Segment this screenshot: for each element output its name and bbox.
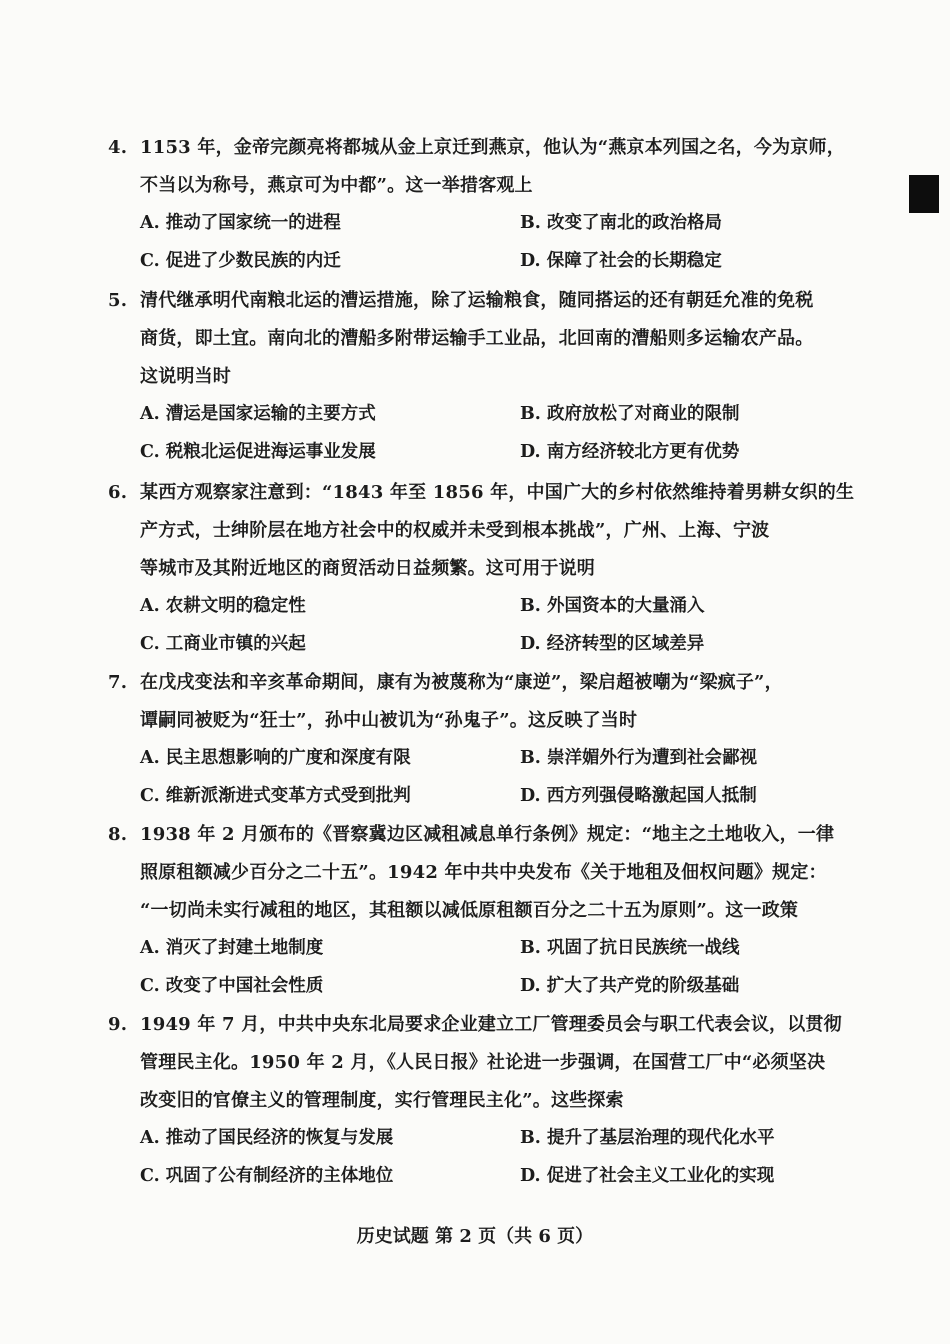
option-d: D. 保障了社会的长期稳定 bbox=[520, 251, 722, 271]
option-b: B. 崇洋媚外行为遭到社会鄙视 bbox=[520, 748, 757, 768]
question-number: 5. bbox=[108, 290, 128, 311]
question-stem-line: 照原租额减少百分之二十五”。1942 年中共中央发布《关于地租及佃权问题》规定： bbox=[140, 862, 827, 883]
question-stem-line: 等城市及其附近地区的商贸活动日益频繁。这可用于说明 bbox=[140, 558, 595, 579]
question-number: 7. bbox=[108, 672, 128, 693]
question-number: 4. bbox=[108, 137, 128, 158]
option-c: C. 巩固了公有制经济的主体地位 bbox=[140, 1166, 394, 1186]
question-stem-line: 管理民主化。1950 年 2 月，《人民日报》社论进一步强调，在国营工厂中“必须坚决 bbox=[140, 1052, 826, 1073]
option-b: B. 改变了南北的政治格局 bbox=[520, 213, 722, 233]
question-stem-line: 清代继承明代南粮北运的漕运措施，除了运输粮食，随同搭运的还有朝廷允准的免税 bbox=[140, 290, 814, 311]
page-edge-marker bbox=[909, 175, 939, 213]
question-stem-line: 商货，即土宜。南向北的漕船多附带运输手工业品，北回南的漕船则多运输农产品。 bbox=[140, 328, 814, 349]
option-d: D. 促进了社会主义工业化的实现 bbox=[520, 1166, 775, 1186]
question-stem-line: 某西方观察家注意到：“1843 年至 1856 年，中国广大的乡村依然维持着男耕女织的生 bbox=[140, 482, 855, 503]
option-a: A. 推动了国家统一的进程 bbox=[140, 213, 341, 233]
option-c: C. 税粮北运促进海运事业发展 bbox=[140, 442, 376, 462]
question-stem-line: 1153 年，金帝完颜亮将都城从金上京迁到燕京，他认为“燕京本列国之名，今为京师， bbox=[140, 137, 845, 158]
option-c: C. 改变了中国社会性质 bbox=[140, 976, 324, 996]
option-b: B. 巩固了抗日民族统一战线 bbox=[520, 938, 740, 958]
page-footer: 历史试题 第 2 页（共 6 页） bbox=[356, 1226, 594, 1247]
question-number: 6. bbox=[108, 482, 128, 503]
option-d: D. 扩大了共产党的阶级基础 bbox=[520, 976, 740, 996]
option-d: D. 南方经济较北方更有优势 bbox=[520, 442, 740, 462]
option-b: B. 提升了基层治理的现代化水平 bbox=[520, 1128, 775, 1148]
option-a: A. 民主思想影响的广度和深度有限 bbox=[140, 748, 411, 768]
option-d: D. 西方列强侵略激起国人抵制 bbox=[520, 786, 757, 806]
question-stem-line: 这说明当时 bbox=[140, 366, 231, 387]
option-a: A. 漕运是国家运输的主要方式 bbox=[140, 404, 376, 424]
question-stem-line: 改变旧的官僚主义的管理制度，实行管理民主化”。这些探索 bbox=[140, 1090, 624, 1111]
option-c: C. 促进了少数民族的内迁 bbox=[140, 251, 341, 271]
option-a: A. 农耕文明的稳定性 bbox=[140, 596, 306, 616]
question-number: 9. bbox=[108, 1014, 128, 1035]
question-stem-line: 不当以为称号，燕京可为中都”。这一举措客观上 bbox=[140, 175, 533, 196]
question-stem-line: 1938 年 2 月颁布的《晋察冀边区减租减息单行条例》规定：“地主之土地收入，一律 bbox=[140, 824, 835, 845]
option-b: B. 外国资本的大量涌入 bbox=[520, 596, 705, 616]
question-stem-line: 谭嗣同被贬为“狂士”，孙中山被讥为“孙鬼子”。这反映了当时 bbox=[140, 710, 638, 731]
question-number: 8. bbox=[108, 824, 128, 845]
option-c: C. 工商业市镇的兴起 bbox=[140, 634, 306, 654]
option-b: B. 政府放松了对商业的限制 bbox=[520, 404, 740, 424]
question-stem-line: 在戊戌变法和辛亥革命期间，康有为被蔑称为“康逆”，梁启超被嘲为“梁疯子”， bbox=[140, 672, 783, 693]
option-d: D. 经济转型的区域差异 bbox=[520, 634, 705, 654]
option-a: A. 推动了国民经济的恢复与发展 bbox=[140, 1128, 394, 1148]
question-stem-line: “一切尚未实行减租的地区，其租额以减低原租额百分之二十五为原则”。这一政策 bbox=[140, 900, 799, 921]
option-a: A. 消灭了封建土地制度 bbox=[140, 938, 324, 958]
option-c: C. 维新派渐进式变革方式受到批判 bbox=[140, 786, 411, 806]
question-stem-line: 产方式，士绅阶层在地方社会中的权威并未受到根本挑战”，广州、上海、宁波 bbox=[140, 520, 770, 541]
question-stem-line: 1949 年 7 月，中共中央东北局要求企业建立工厂管理委员会与职工代表会议，以贯彻 bbox=[140, 1014, 842, 1035]
